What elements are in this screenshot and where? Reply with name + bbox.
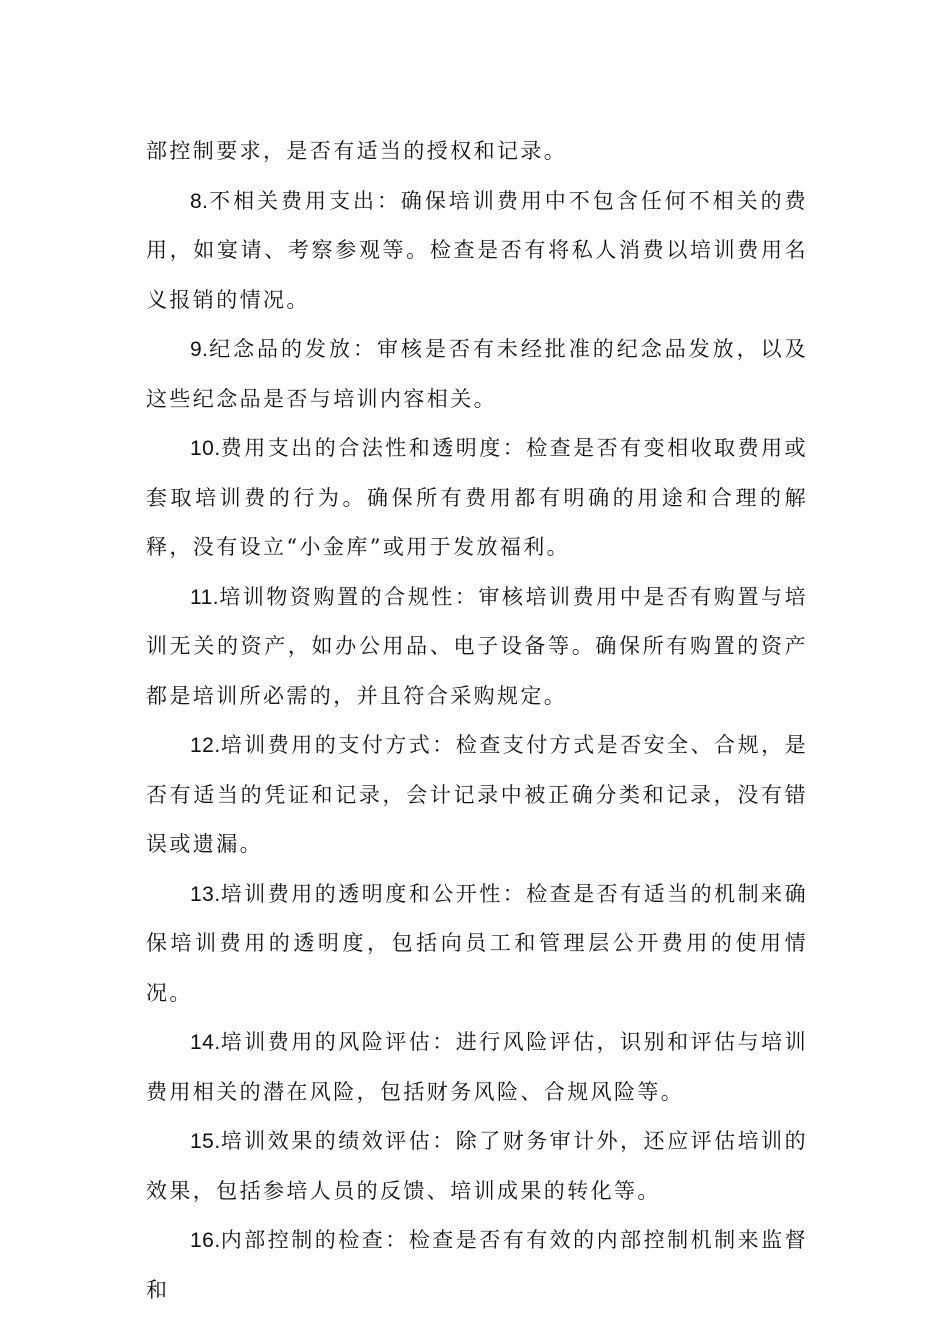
document-body [146, 127, 808, 1315]
paragraph-text: 培训物资购置的合规性：审核培训费用中是否有购置与培训无关的资产，如办公用品、电子设备等。确保所有购置的资产都是培训所必需的，并且符合采购规定。 [146, 584, 808, 708]
paragraph-text: 培训费用的支付方式：检查支付方式是否安全、合规，是否有适当的凭证和记录，会计记录中被正确分类和记录，没有错误或遗漏。 [146, 733, 808, 856]
item-number: 15. [190, 1130, 221, 1153]
item-number: 10. [190, 437, 221, 460]
paragraph-continuation [146, 127, 808, 177]
item-number: 14. [190, 1031, 221, 1054]
paragraph-item-14 [146, 1018, 808, 1117]
paragraph-text: 纪念品的发放：审核是否有未经批准的纪念品发放，以及这些纪念品是否与培训内容相关。 [146, 337, 808, 411]
paragraph-text: 内部控制的检查：检查是否有有效的内部控制机制来监督和 [146, 1228, 808, 1302]
paragraph-text: 培训费用的透明度和公开性：检查是否有适当的机制来确保培训费用的透明度，包括向员工和管理层公开费用的使用情况。 [146, 881, 808, 1005]
paragraph-text: 部控制要求，是否有适当的授权和记录。 [146, 139, 568, 163]
paragraph-item-12 [146, 721, 808, 870]
item-number: 16. [190, 1229, 221, 1252]
paragraph-text: 培训效果的绩效评估：除了财务审计外，还应评估培训的效果，包括参培人员的反馈、培训成果的转化等。 [146, 1129, 808, 1203]
item-number: 8. [190, 189, 209, 213]
paragraph-item-15 [146, 1117, 808, 1216]
paragraph-item-8 [146, 177, 808, 326]
paragraph-text: 不相关费用支出：确保培训费用中不包含任何不相关的费用，如宴请、考察参观等。检查是否有将私人消费以培训费用名义报销的情况。 [146, 188, 808, 312]
paragraph-text: 培训费用的风险评估：进行风险评估，识别和评估与培训费用相关的潜在风险，包括财务风险、合规风险等。 [146, 1030, 808, 1104]
paragraph-item-11 [146, 573, 808, 722]
paragraph-text: 费用支出的合法性和透明度：检查是否有变相收取费用或套取培训费的行为。确保所有费用都有明确的用途和合理的解释，没有设立“小金库”或用于发放福利。 [146, 436, 808, 559]
item-number: 9. [190, 338, 209, 361]
paragraph-item-10 [146, 424, 808, 573]
paragraph-item-13 [146, 870, 808, 1019]
item-number: 11. [190, 585, 220, 609]
paragraph-item-16 [146, 1216, 808, 1315]
paragraph-item-9 [146, 325, 808, 424]
item-number: 12. [190, 734, 221, 757]
item-number: 13. [190, 882, 221, 906]
